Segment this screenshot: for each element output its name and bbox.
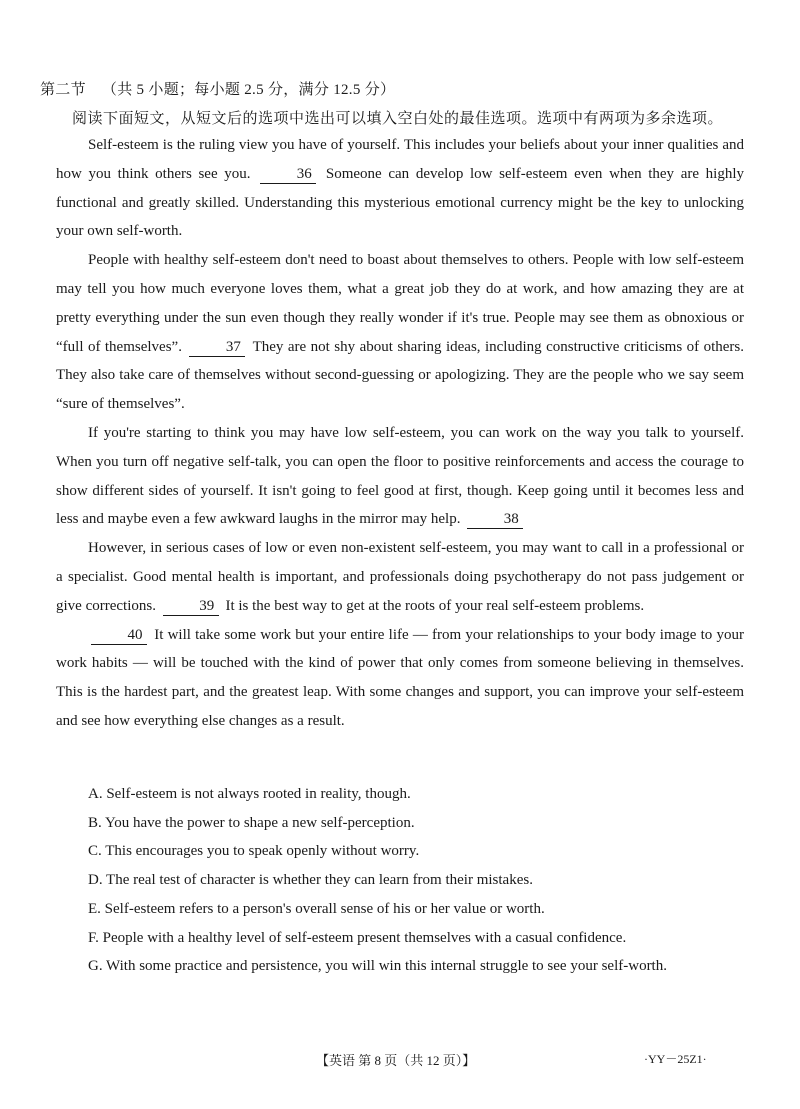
directions: 阅读下面短文，从短文后的选项中选出可以填入空白处的最佳选项。选项中有两项为多余选项。 xyxy=(72,111,724,127)
page-number: 【英语 第 8 页（共 12 页）】 xyxy=(316,1053,476,1068)
options-list xyxy=(88,780,667,981)
section-info: （共 5 小题；每小题 2.5 分，满分 12.5 分） xyxy=(101,82,396,98)
blank-40[interactable]: 40 xyxy=(91,627,147,645)
option-g: G. With some practice and persistence, you will win this internal struggle to see your self-worth. xyxy=(88,958,667,975)
passage xyxy=(56,131,744,736)
option-b: B. You have the power to shape a new self-perception. xyxy=(88,814,415,831)
blank-39[interactable]: 39 xyxy=(163,598,219,616)
section-title: 第二节 xyxy=(40,82,86,98)
paragraph-2: People with healthy self-esteem don't need to boast about themselves to others. People with low self-esteem may tell you how much everyone loves them, what a great job they do at work, and how amazing they are at pretty everything under the sun even though they really wonder if it's true. People may see them as obnoxious or “full of themselves”. 37 They are not shy about sharing ideas, including constructive criticisms of others. They also take care of themselves without second-guessing or apologizing. They are the people who we say seem “sure of themselves”. xyxy=(56,252,744,413)
paragraph-3: If you're starting to think you may have low self-esteem, you can work on the way you talk to yourself. When you turn off negative self-talk, you can open the floor to positive reinforcements and access the courage to show different sides of yourself. It isn't going to feel good at first, though. Keep going until it becomes less and less and maybe even a few awkward laughs in the mirror may help. 38 xyxy=(56,424,744,528)
option-a: A. Self-esteem is not always rooted in reality, though. xyxy=(88,786,411,802)
option-d: D. The real test of character is whether they can learn from their mistakes. xyxy=(88,872,533,889)
blank-36[interactable]: 36 xyxy=(260,166,316,184)
option-c: C. This encourages you to speak openly without worry. xyxy=(88,843,420,860)
option-e: E. Self-esteem refers to a person's overall sense of his or her value or worth. xyxy=(88,900,545,917)
blank-38[interactable]: 38 xyxy=(467,511,523,529)
section-header xyxy=(40,78,395,99)
paragraph-4: However, in serious cases of low or even non-existent self-esteem, you may want to call in a professional or a specialist. Good mental health is important, and professionals doing psychotherapy do not pass judgement or give corrections. 39 It is the best way to get at the roots of your real self-esteem problems. xyxy=(56,540,744,614)
option-f: F. People with a healthy level of self-esteem present themselves with a casual confidence. xyxy=(88,929,627,946)
paragraph-5: 40 It will take some work but your entire life — from your relationships to your body image to your work habits — will be touched with the kind of power that only comes from someone believing in themselves. This is the hardest part, and the greatest leap. With some changes and support, you can improve your self-esteem and see how everything else changes as a result. xyxy=(56,626,744,729)
blank-37[interactable]: 37 xyxy=(189,339,245,357)
exam-code: ·YY－25Z1· xyxy=(644,1052,707,1066)
paragraph-1: Self-esteem is the ruling view you have of yourself. This includes your beliefs about your inner qualities and how you think others see you. 36 Someone can develop low self-esteem even when they are highly functional and greatly skilled. Understanding this mysterious emotional currency might be the key to unlocking your own self-worth. xyxy=(56,137,745,240)
